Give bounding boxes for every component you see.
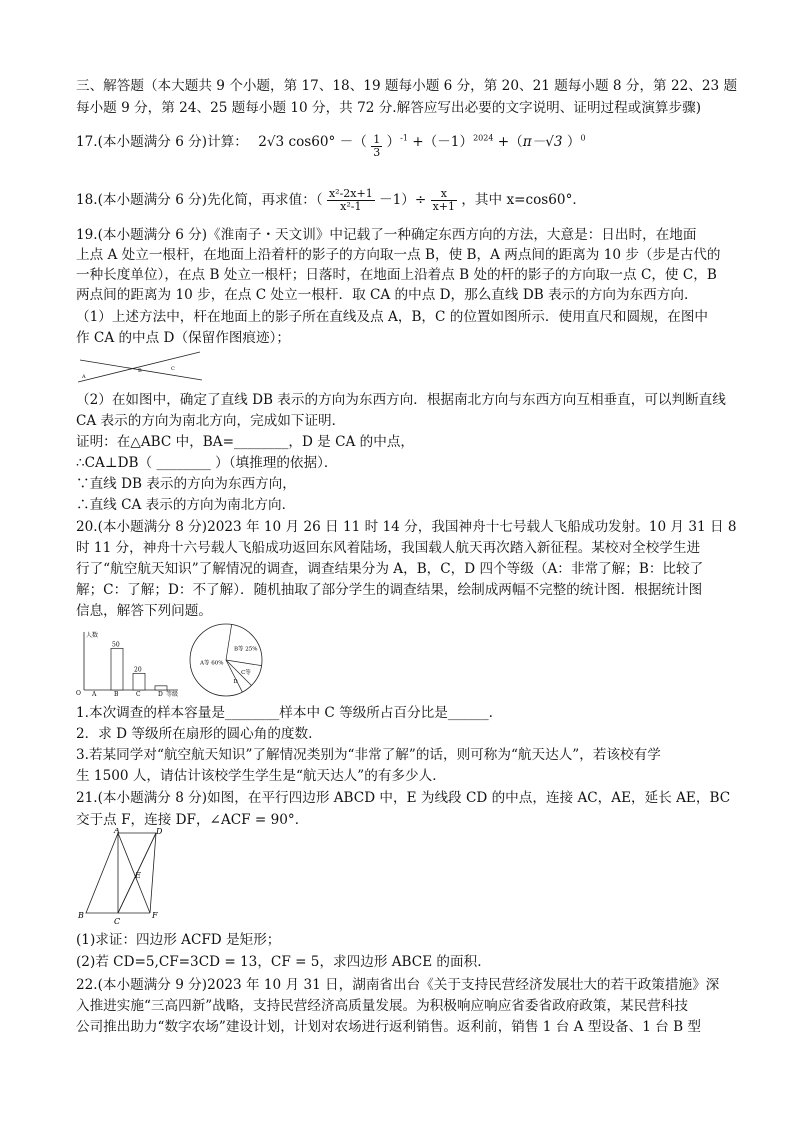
bar-category-label: D bbox=[158, 691, 163, 698]
q19-proof-line2: ∴CA⊥DB（ ________ ）（填推理的依据）． bbox=[76, 455, 338, 471]
segment-df bbox=[150, 833, 156, 913]
q19-line2: 上点 A 处立一根杆，在地面上沿着杆的影子的方向取一点 B，使 B，A 两点间的距离为 10 步（步是古代的 bbox=[76, 247, 721, 263]
q20-q3-line2: 生 1500 人，请估计该校学生学生是“航天达人”的有多少人． bbox=[76, 768, 446, 784]
q18-mid: －1）÷ bbox=[379, 192, 427, 208]
bar-value-label: 50 bbox=[112, 641, 120, 649]
fig-label-c: C bbox=[171, 366, 175, 372]
section-header-line1: 三、解答题（本大题共 9 个小题，第 17、18、19 题每小题 6 分，第 20、21 题每小题 8 分，第 22、23 题 bbox=[76, 78, 738, 94]
pie-slice-label: D bbox=[233, 678, 238, 685]
q17-part3: +（－1） bbox=[412, 134, 474, 150]
label-f: F bbox=[152, 911, 158, 920]
q17-part4: +（ bbox=[497, 134, 523, 150]
segment-af bbox=[118, 833, 150, 913]
q20-line2: 时 11 分，神舟十六号载人飞船成功返回东风着陆场，我国载人航天再次踏入新征程。某校对全校学生进 bbox=[76, 540, 701, 556]
q21-parallelogram-figure bbox=[76, 828, 166, 928]
pie-slice-label: C等 bbox=[241, 669, 251, 676]
bar-marks bbox=[91, 641, 167, 698]
fig-label-b: B bbox=[138, 368, 142, 374]
q21-sub2: (2)若 CD=5,CF=3CD = 13，CF = 5，求四边形 ABCE 的面积. bbox=[76, 954, 482, 970]
pie-marks bbox=[190, 624, 262, 696]
section-header-line2: 每小题 9 分，第 24、25 题每小题 10 分，共 72 分.解答应写出必要的文字说明、证明过程或演算步骤) bbox=[76, 100, 701, 116]
bar-value-label: 20 bbox=[134, 666, 142, 674]
q17-expression bbox=[76, 126, 586, 159]
pie-slice-label: A等 60% bbox=[199, 660, 224, 667]
q17-pi-part: π－√3 bbox=[522, 134, 563, 150]
q20-pie-chart bbox=[186, 620, 268, 700]
q19-proof-line1: 证明：在△ABC 中，BA=________，D 是 CA 的中点， bbox=[76, 434, 415, 450]
q17-part2: ） bbox=[386, 134, 401, 150]
q17-frac-den: 3 bbox=[373, 146, 381, 159]
q22-line2: 入推进实施“三高四新”战略，支持民营经济高质量发展。为积极响应响应省委省政府政策，某民营科技 bbox=[76, 998, 689, 1014]
q18-frac2-den: x+1 bbox=[432, 200, 456, 213]
q19-line1: 19.(本小题满分 6 分)《淮南子・天文训》中记载了一种确定东西方向的方法，大意是：日出时，在地面 bbox=[76, 227, 697, 243]
q20-line1: 20.(本小题满分 8 分)2023 年 10 月 26 日 11 时 14 分，我国神舟十七号载人飞船成功发射。10 月 31 日 8 bbox=[76, 519, 737, 535]
q20-bar-chart bbox=[74, 628, 184, 698]
q17-prefix: 17.(本小题满分 6 分)计算： bbox=[76, 134, 248, 150]
q22-line1: 22.(本小题满分 9 分)2023 年 10 月 31 日，湖南省出台《关于支持民营经济发展壮大的若干政策措施》深 bbox=[76, 977, 720, 993]
shadow-line-1 bbox=[78, 352, 200, 382]
q17-frac-num: 1 bbox=[373, 133, 381, 146]
q19-sub1-line1: （1）上述方法中，杆在地面上的影子所在直线及点 A，B，C 的位置如图所示．使用直尺和圆规，在图中 bbox=[76, 309, 709, 325]
q20-q3-line1: 3.若某同学对“航空航天知识”了解情况类别为“非常了解”的话，则可称为“航天达人”，若该校有学 bbox=[76, 747, 661, 763]
q21-line1: 21.(本小题满分 8 分)如图，在平行四边形 ABCD 中，E 为线段 CD 的中点，连接 AC，AE，延长 AE，BC bbox=[76, 790, 731, 806]
q21-line2: 交于点 F，连接 DF，∠ACF = 90°． bbox=[76, 812, 309, 828]
q19-line3: 一种长度单位），在点 B 处立一根杆；日落时，在地面上沿着点 B 处的杆的影子的方向取一点 C，使 C，B bbox=[76, 267, 717, 283]
q17-exp2: 2024 bbox=[473, 133, 494, 143]
q18-prefix: 18.(本小题满分 6 分)先化简，再求值：（ bbox=[76, 192, 323, 208]
q22-line3: 公司推出助力“数字农场”建设计划，计划对农场进行返利销售。返利前，销售 1 台 A 型设备、1 台 B 型 bbox=[76, 1019, 701, 1035]
q19-sub2-line2: CA 表示的方向为南北方向，完成如下证明． bbox=[76, 413, 346, 429]
q20-line5: 信息，解答下列问题。 bbox=[76, 603, 212, 619]
bar-origin-label: O bbox=[76, 690, 81, 697]
bar-B bbox=[111, 648, 123, 690]
q19-sub2-line1: （2）在如图中，确定了直线 DB 表示的方向为东西方向．根据南北方向与东西方向互相垂直，可以判断直线 bbox=[76, 392, 726, 408]
q17-exp1: -1 bbox=[400, 133, 408, 143]
q18-frac1-num: x²-2x+1 bbox=[328, 187, 373, 200]
q18-frac1-den: x²-1 bbox=[340, 200, 362, 213]
label-d: D bbox=[156, 828, 163, 836]
pie-slice-label: B等 25% bbox=[234, 646, 258, 653]
q17-part5: ） bbox=[566, 134, 581, 150]
label-b: B bbox=[78, 911, 84, 920]
q17-exp3: 0 bbox=[580, 133, 586, 143]
q21-sub1: (1)求证：四边形 ACFD 是矩形； bbox=[76, 932, 281, 948]
q19-sub1-line2: 作 CA 的中点 D（保留作图痕迹）； bbox=[76, 330, 290, 346]
q20-q1: 1.本次调查的样本容量是________样本中 C 等级所占百分比是______. bbox=[76, 705, 493, 721]
fig-label-a: A bbox=[82, 374, 86, 380]
q19-line4: 两点间的距离为 10 步，在点 C 处立一根杆．取 CA 的中点 D，那么直线 DB 表示的方向为东西方向. bbox=[76, 287, 689, 303]
q18-fraction2 bbox=[431, 188, 457, 213]
q20-line4: 解；C：了解；D：不了解）．随机抽取了部分学生的调查结果，绘制成两幅不完整的统计图．根据统计图 bbox=[76, 582, 703, 598]
q18-suffix: ，其中 x=cos60°． bbox=[461, 192, 586, 208]
bar-D bbox=[155, 686, 167, 690]
q17-part1: 2√3 cos60° －（ bbox=[258, 134, 367, 150]
bar-category-label: B bbox=[114, 691, 119, 698]
q20-line3: 行了“航空航天知识”了解情况的调查，调查结果分为 A，B，C，D 四个等级（A：非常了解；B：比较了 bbox=[76, 561, 704, 577]
q19-proof-line3: ∵直线 DB 表示的方向为东西方向， bbox=[76, 476, 296, 492]
q19-shadow-figure bbox=[76, 346, 206, 386]
q17-fraction bbox=[371, 134, 382, 159]
label-c: C bbox=[114, 917, 121, 926]
q19-proof-line4: ∴直线 CA 表示的方向为南北方向． bbox=[76, 497, 296, 513]
bar-category-label: A bbox=[92, 691, 97, 698]
bar-x-label: 等级 bbox=[166, 691, 179, 698]
bar-y-label: 人数 bbox=[86, 632, 99, 639]
bar-category-label: C bbox=[136, 691, 141, 698]
bar-C bbox=[133, 673, 145, 690]
q18-expression bbox=[76, 188, 586, 213]
q18-fraction1 bbox=[327, 188, 375, 213]
label-a: A bbox=[114, 828, 120, 835]
q18-frac2-num: x bbox=[431, 188, 457, 201]
q20-q2: 2．求 D 等级所在扇形的圆心角的度数. bbox=[76, 726, 313, 742]
label-e: E bbox=[135, 871, 141, 880]
